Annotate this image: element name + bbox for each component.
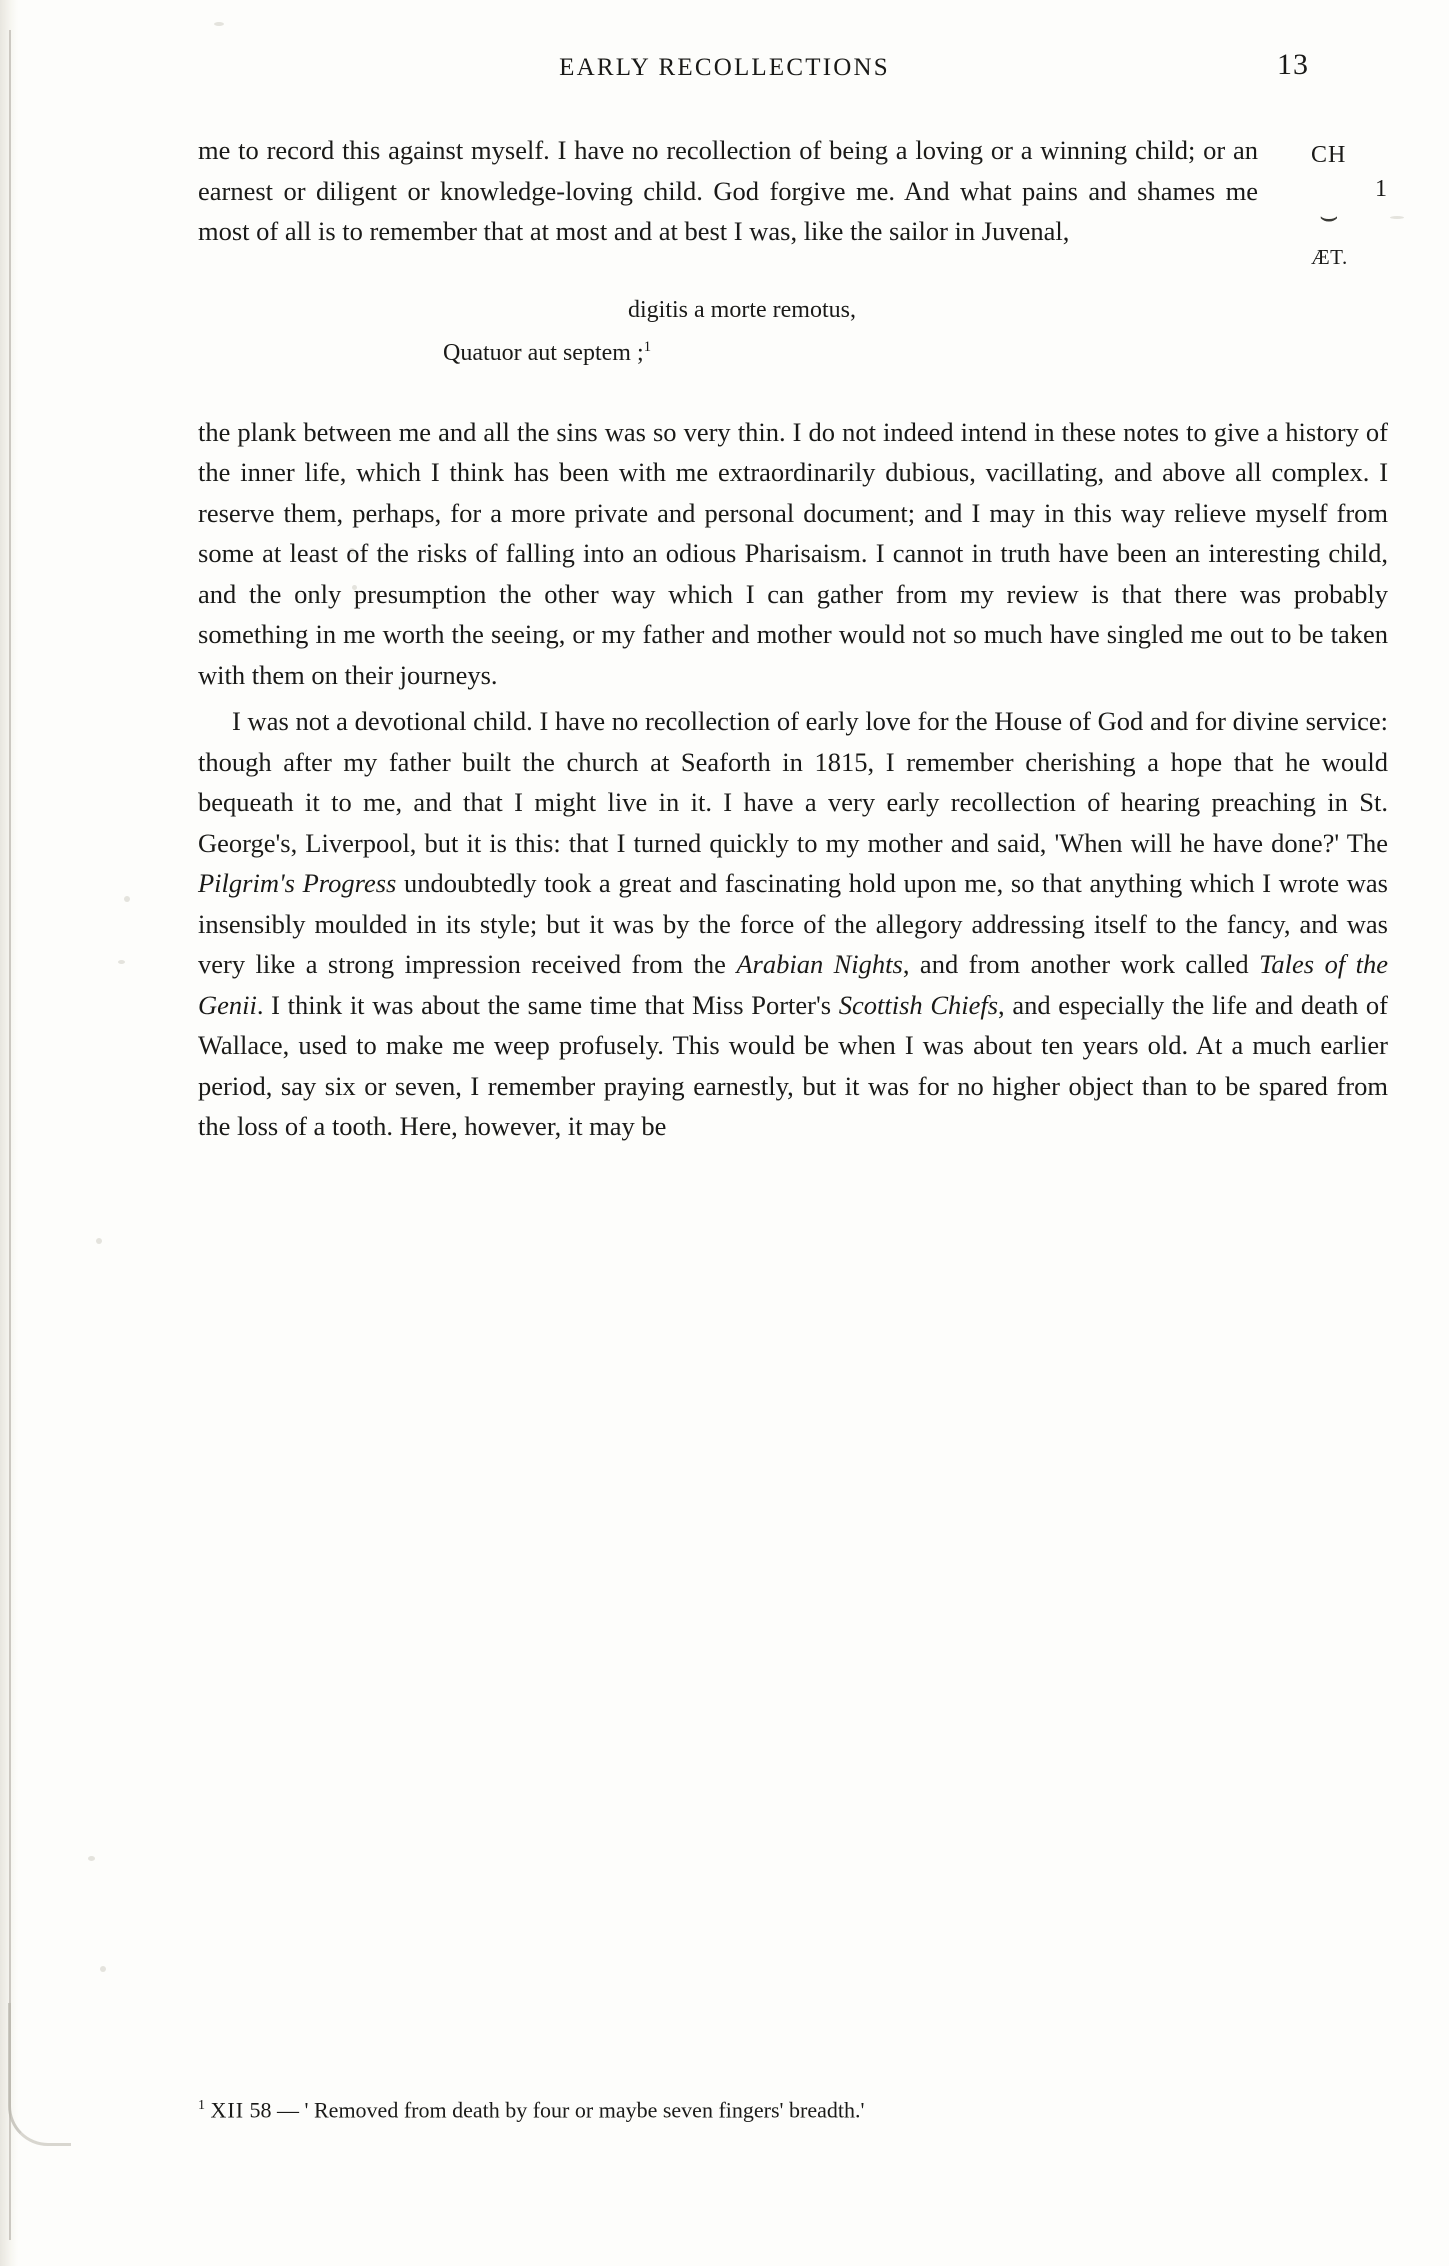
segment: undoubtedly took a great and fascinating hold upon me, so that anything which I wrote was insensibly moulded in its style; but it was by the force of the allegory addressing itself to the fancy, and was very like a strong impression received from the [198,868,1388,979]
margin-chapter-label: CH [1311,142,1347,168]
margin-age-label: ÆT. [1311,245,1348,269]
line: have singled me out to be taken with them on their journeys. [198,619,1388,690]
line: the plank between me and all the sins was so very thin. I do [198,416,835,447]
segment: . I think it was about the same time that Miss Porter's [256,989,839,1020]
scan-speck [124,896,130,902]
line: shames me most of all is to remember that at most and at best I [198,175,1259,246]
margin-brace-icon: ⌣ [1319,200,1339,233]
footnote [198,2090,1388,2126]
segment: I was not a devotional child. I have no recollection of early love for the House of God and for divine service: though after my father built the church at Seaforth in 1815, I remember cherishing a hope that he would bequeath it to me, and that I might live in it. I have a very early recollection of hearing preaching in St. George's, Liverpool, but it is this: that I turned quickly to my mother and said, 'When will he have done?' The [198,706,1388,858]
page-number: 13 [1277,48,1309,81]
line: was, like the sailor in Juvenal, [749,216,1070,246]
paragraph-2 [198,412,1388,696]
line: not indeed intend in these notes to give a history of the inner [198,416,1389,487]
segment-italic: Scottish Chiefs [838,989,999,1020]
segment-italic: Tales of the Genii [198,949,1388,1020]
segment: , and from another work called [902,949,1260,979]
line: being a loving or a winning child; or an earnest or diligent or [198,135,1259,206]
footnote-reference: XII [210,2097,245,2123]
line: a more private and personal document; and I may in this way [490,497,1166,528]
verse-line-1: digitis a morte remotus, [628,296,856,323]
line: life, which I think has been with me extraordinarily dubious, [304,457,976,487]
paragraph-3 [198,701,1388,1147]
body-text [198,130,1388,1147]
page-title: EARLY RECOLLECTIONS [559,54,890,81]
scan-binding-line [9,30,11,2240]
segment: , and especially the life and death of Wallace, used to make me weep profusely. This would be when I was about ten years old. At a much earlier period, say six or seven, I remember praying earnestly, but it was for no higher object than to be spared from the loss of a tooth. Here, however, it may be [198,989,1388,1141]
scan-speck [100,1966,106,1972]
line: child, and the only presumption the other way which I can gather [198,538,1389,609]
line: odious Pharisaism. I cannot in truth have been an interesting [665,538,1321,568]
scan-speck [214,22,224,26]
line: worth the seeing, or my father and mother would not so much [382,619,1043,649]
scan-speck [88,1856,95,1861]
verse-quotation [198,292,1388,372]
margin-chapter-number: 1 [1375,176,1387,202]
footnote-marker: 1 [198,2098,205,2113]
scan-speck [118,960,125,964]
footnote-marker: 1 [643,338,652,355]
segment-italic: Pilgrim's Progress [198,868,397,898]
paragraph-1 [198,130,1258,252]
line: knowledge-loving child. God forgive me. And what pains and [440,175,1127,206]
line: me to record this against myself. I have no recollection of [198,135,822,165]
running-head [0,54,1449,82]
footnote-text: 58 — ' Removed from death by four or maybe seven fingers' breadth.' [249,2097,865,2123]
line: relieve myself from some at least of the risks of falling into an [198,497,1389,568]
verse-line-2-wrap [443,329,1388,372]
line: from my review is that there was probably something in me [198,578,1389,649]
scan-page-corner [8,2003,71,2146]
scan-speck [96,1238,102,1244]
line: vacillating, and above all complex. I reserve them, perhaps, for [198,457,1389,528]
segment-italic: Arabian Nights [736,949,903,979]
verse-line-2: Quatuor aut septem ; [443,339,644,366]
